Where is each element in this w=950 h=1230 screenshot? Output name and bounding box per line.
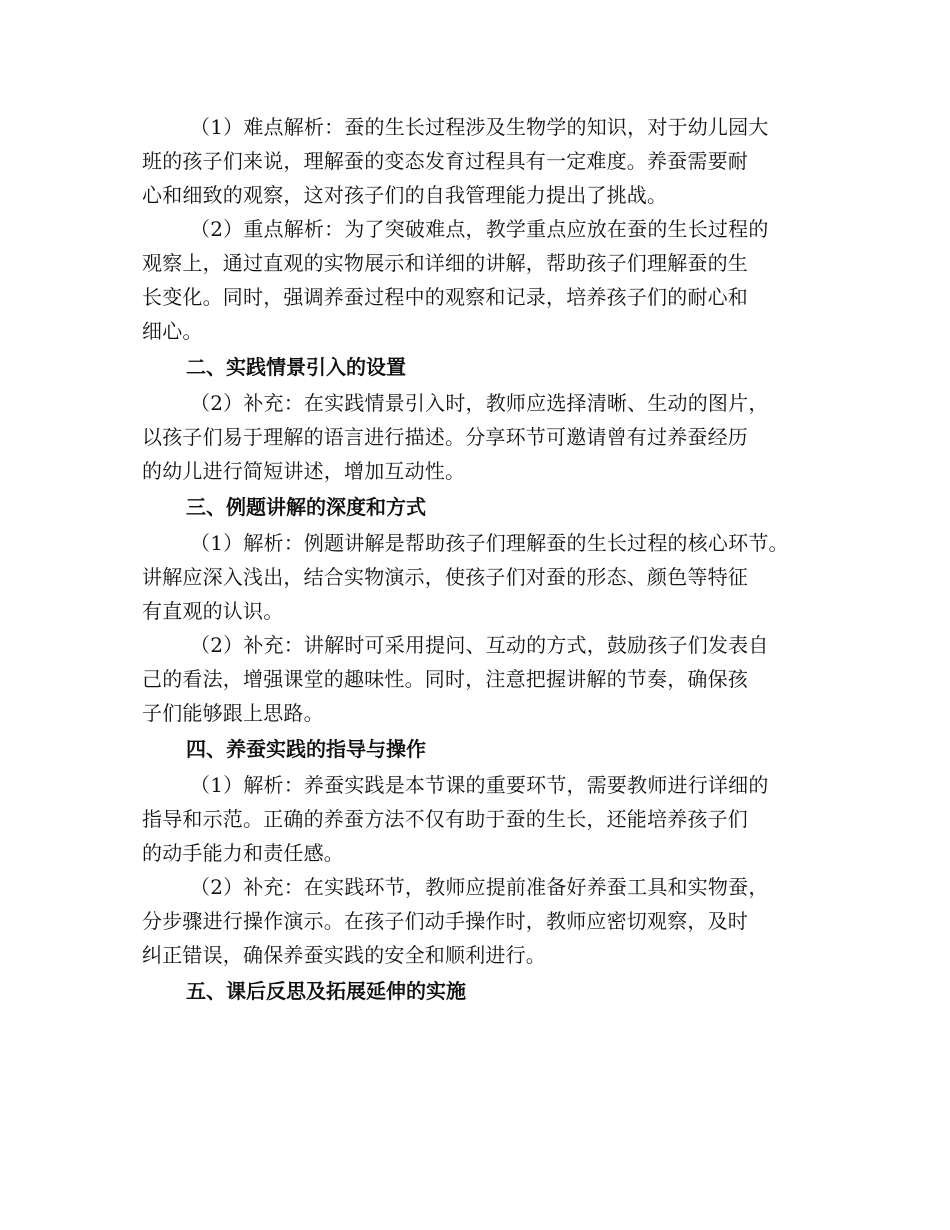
text-line: 长变化。同时，强调养蚕过程中的观察和记录，培养孩子们的耐心和 xyxy=(142,285,748,309)
paragraph-difficulty-analysis xyxy=(142,110,822,212)
paragraph-practice-supplement xyxy=(142,870,822,972)
paragraph-example-supplement xyxy=(142,628,822,730)
text-line: （2）重点解析：为了突破难点，教学重点应放在蚕的生长过程的 xyxy=(190,217,769,241)
paragraph-scenario-supplement xyxy=(142,386,822,488)
text-line: 纠正错误，确保养蚕实践的安全和顺利进行。 xyxy=(142,943,546,967)
text-line: 的幼儿进行简短讲述，增加互动性。 xyxy=(142,459,466,483)
section-heading-3: 三、例题讲解的深度和方式 xyxy=(186,495,426,519)
text-line: （2）补充：讲解时可采用提问、互动的方式，鼓励孩子们发表自 xyxy=(190,633,769,657)
section-heading-4: 四、养蚕实践的指导与操作 xyxy=(186,737,426,761)
text-line: （1）解析：养蚕实践是本节课的重要环节，需要教师进行详细的 xyxy=(190,773,769,797)
text-line: 子们能够跟上思路。 xyxy=(142,701,324,725)
section-heading-5: 五、课后反思及拓展延伸的实施 xyxy=(186,979,466,1003)
section-heading-2: 二、实践情景引入的设置 xyxy=(186,355,406,379)
text-line: 观察上，通过直观的实物展示和详细的讲解，帮助孩子们理解蚕的生 xyxy=(142,251,748,275)
text-line: 指导和示范。正确的养蚕方法不仅有助于蚕的生长，还能培养孩子们 xyxy=(142,807,748,831)
text-line: 心和细致的观察，这对孩子们的自我管理能力提出了挑战。 xyxy=(142,183,668,207)
text-line: （1）解析：例题讲解是帮助孩子们理解蚕的生长过程的核心环节。 xyxy=(190,531,789,555)
text-line: 班的孩子们来说，理解蚕的变态发育过程具有一定难度。养蚕需要耐 xyxy=(142,149,748,173)
document-body xyxy=(142,110,822,1010)
paragraph-key-point-analysis xyxy=(142,212,822,348)
text-line: 己的看法，增强课堂的趣味性。同时，注意把握讲解的节奏，确保孩 xyxy=(142,667,748,691)
text-line: 的动手能力和责任感。 xyxy=(142,841,344,865)
text-line: 讲解应深入浅出，结合实物演示，使孩子们对蚕的形态、颜色等特征 xyxy=(142,565,748,589)
text-line: （2）补充：在实践环节，教师应提前准备好养蚕工具和实物蚕， xyxy=(190,875,769,899)
text-line: （2）补充：在实践情景引入时，教师应选择清晰、生动的图片， xyxy=(190,391,769,415)
paragraph-practice-analysis xyxy=(142,768,822,870)
text-line: （1）难点解析：蚕的生长过程涉及生物学的知识，对于幼儿园大 xyxy=(190,115,769,139)
text-line: 分步骤进行操作演示。在孩子们动手操作时，教师应密切观察，及时 xyxy=(142,909,748,933)
paragraph-example-analysis xyxy=(142,526,822,628)
text-line: 有直观的认识。 xyxy=(142,599,284,623)
text-line: 以孩子们易于理解的语言进行描述。分享环节可邀请曾有过养蚕经历 xyxy=(142,425,748,449)
text-line: 细心。 xyxy=(142,319,203,343)
